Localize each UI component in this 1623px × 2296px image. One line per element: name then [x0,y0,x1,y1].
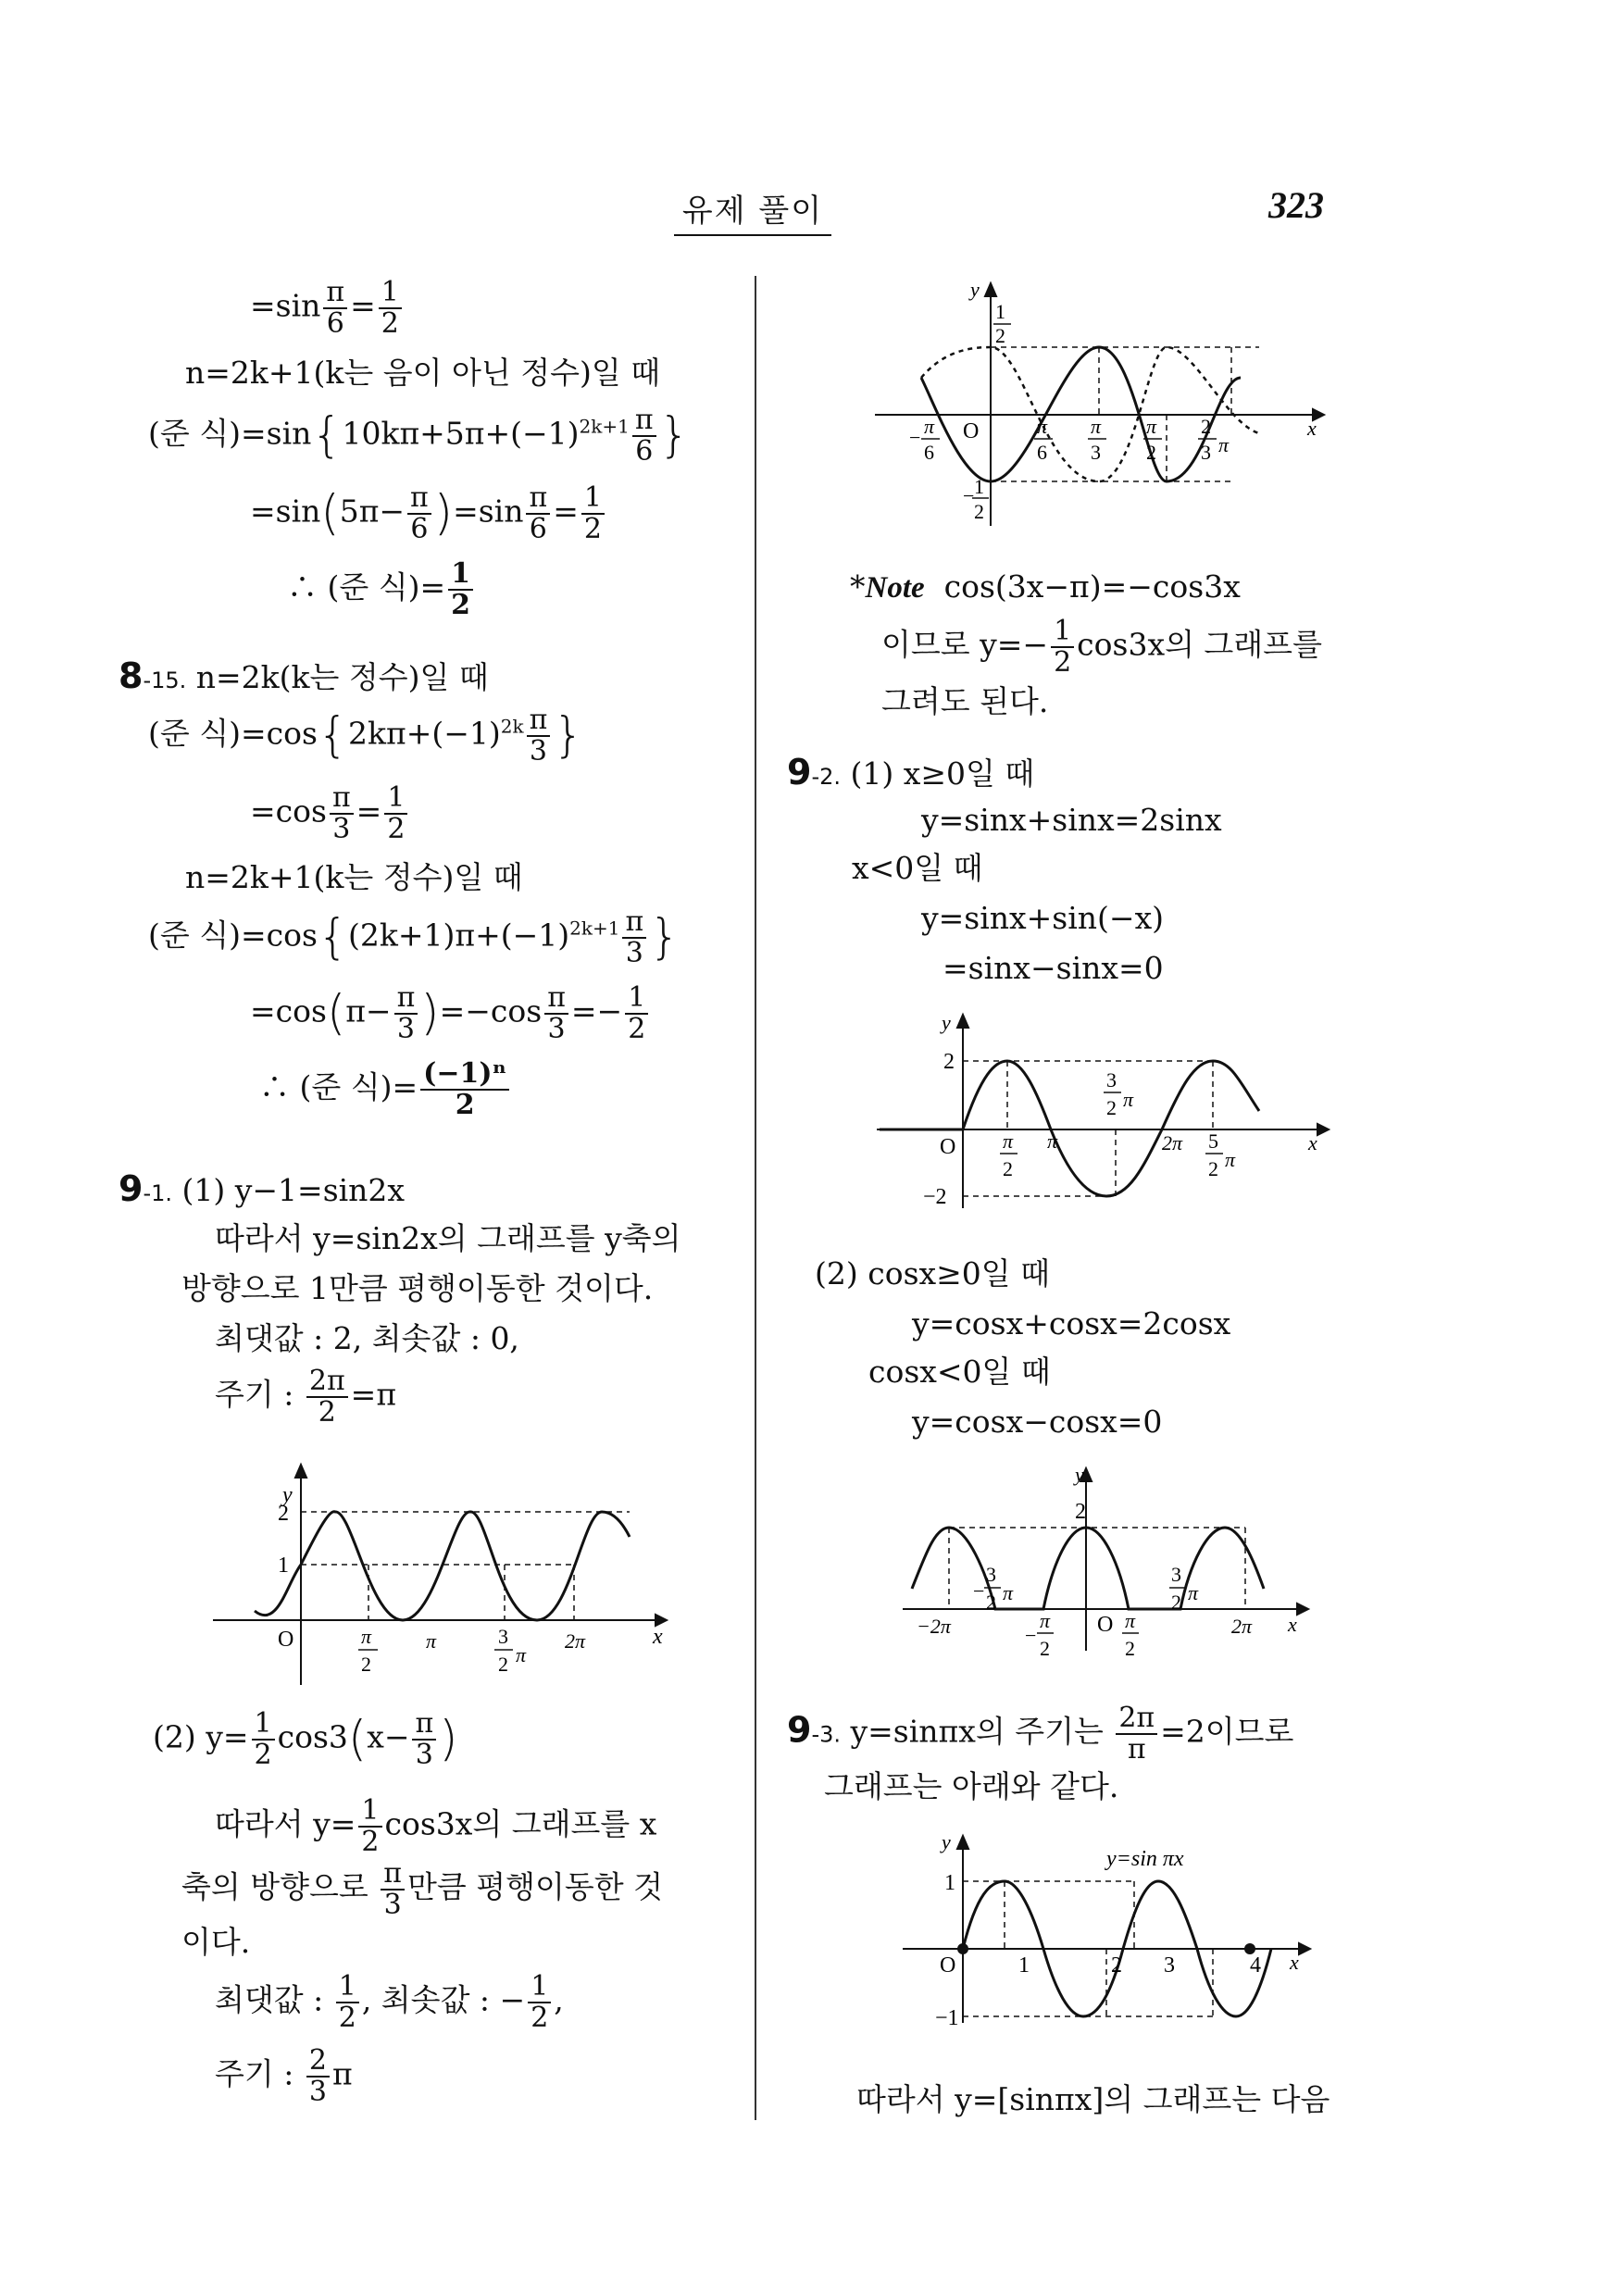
g4-tick-2: 2 [1075,1500,1086,1524]
g4-tick-m2pi: −2π [917,1615,951,1638]
g4-origin: O [1097,1613,1114,1637]
g1-y-label: y [282,1483,293,1507]
g2-tick-pi2-n: π [1146,415,1157,438]
graph-9-2-1 [866,1009,1347,1222]
r-line-14: 그래프는 아래와 같다. [824,1768,1119,1804]
g3-x-label: x [1308,1131,1317,1154]
g2-tick-mpi6-sign: − [909,426,921,449]
g5-tick-x1: 1 [1018,1953,1030,1978]
g4-tick-mpi2-sign: − [1025,1624,1037,1647]
r-line-7: y=sinx+sin(−x) [921,900,1165,936]
g1-origin: O [278,1628,294,1652]
g5-y-label: y [942,1830,951,1853]
g3-tick-5pi2-d: 2 [1208,1157,1218,1180]
g4-tick-3pi2-d: 2 [1171,1591,1181,1614]
g2-tick-pi6-d: 6 [1037,441,1047,464]
line-5: ∴ (준 식)= $\frac{1}{2}$ [287,559,476,619]
line-23: 주기 : $\frac{2}{3}$ π [215,2044,353,2108]
g5-tick-x4: 4 [1250,1953,1261,1978]
r-line-12: y=cosx−cosx=0 [912,1404,1163,1440]
g5-curve-label: y=sin πx [1106,1847,1184,1871]
g3-tick-m2: −2 [923,1185,947,1209]
line-19: 따라서 y= $\frac{1}{2}$ cos3x의 그래프를 x [215,1794,657,1858]
g2-tick-2pi3-n: 2 [1201,415,1211,438]
graph-8-note [861,276,1342,544]
g4-y-label: y [1075,1463,1084,1486]
g3-tick-3pi2-d: 2 [1106,1096,1117,1119]
g4-tick-m3pi2-n: 3 [986,1563,996,1586]
g2-y-label: y [970,278,980,301]
g1-tick-2: 2 [278,1502,289,1526]
graph-9-1-1 [204,1454,685,1694]
line-2: n=2k+1(k는 음이 아닌 정수)일 때 [185,355,661,391]
g1-tick-1: 1 [278,1554,289,1578]
g4-x-label: x [1288,1613,1297,1636]
column-divider [755,276,756,2120]
line-12: ∴ (준 식)= $\frac{\text{(−1)ⁿ}}{2}$ [259,1059,512,1119]
line-18: (2) y= $\frac{1}{2}$ cos3(x− $\frac{\pi}{3}$ ) [153,1707,458,1771]
g2-tick-pi6-n: π [1037,415,1048,438]
g2-tick-pi2-d: 2 [1146,441,1156,464]
line-10: (준 식)$=\cos\{(2k+1)\pi+(-1)^{2k+1}$ $\frac{\pi}{3}$ } [148,905,680,969]
line-17: 주기 : $\frac{2\pi}{2}$ =π [215,1365,397,1429]
g1-tick-pi2-d: 2 [361,1653,371,1676]
g5-tick-x2: 2 [1111,1953,1122,1978]
g5-tick-1: 1 [944,1871,955,1895]
g2-tick-mpi6-n: π [924,415,935,438]
line-16: 최댓값 : 2, 최솟값 : 0, [215,1320,519,1356]
g4-tick-m3pi2-pi: π [1003,1581,1014,1604]
page-number: 323 [1268,184,1324,226]
problem-8-15: 8-15. n=2k(k는 정수)일 때 [119,655,489,696]
g5-origin: O [940,1953,956,1978]
g4-tick-mpi2-n: π [1040,1609,1051,1632]
g1-tick-3pi2-n: 3 [498,1625,508,1648]
r-line-9: (2) cosx≥0일 때 [815,1255,1051,1292]
g3-tick-2pi: 2π [1162,1131,1183,1154]
line-15: 방향으로 1만큼 평행이동한 것이다. [181,1270,654,1306]
note-line-3: 그려도 된다. [881,683,1049,719]
g2-tick-mhalf-n: 1 [974,475,984,498]
g3-tick-5pi2-n: 5 [1208,1129,1218,1153]
graph-9-2-2 [893,1461,1319,1665]
line-11: =cos(π− $\frac{\pi}{3}$ )=−cos $\frac{\pi}{3}$ =− $\frac{1}{2}$ [250,983,651,1043]
note-line-1: *Note cos(3x−π)=−cos3x [850,568,1241,605]
r-line-15: 따라서 y=[sinπx]의 그래프는 다음 [856,2081,1330,2117]
line-7: (준 식)$=\cos\{2k\pi+(-1)^{2k}$ $\frac{\pi}{3}$ } [148,704,584,767]
g2-tick-mpi6-d: 6 [924,441,934,464]
r-line-8: =sinx−sinx=0 [943,950,1164,986]
line-8: =cos $\frac{\pi}{3}$ = $\frac{1}{2}$ [250,783,410,843]
g2-tick-2pi3-d: 3 [1201,441,1211,464]
g3-tick-pi2-n: π [1003,1129,1014,1153]
g4-tick-pi2-d: 2 [1125,1637,1135,1660]
g2-tick-2pi3-pi: π [1218,433,1230,456]
g1-tick-pi: π [426,1629,437,1653]
g4-tick-pi2-n: π [1125,1609,1136,1632]
g3-tick-3pi2-n: 3 [1106,1068,1117,1092]
g5-tick-m1: −1 [935,2006,959,2030]
line-20: 축의 방향으로 $\frac{\pi}{3}$ 만큼 평행이동한 것 [181,1857,663,1921]
line-21: 이다. [181,1924,251,1960]
g2-tick-half-n: 1 [995,300,1005,323]
note-line-2: 이므로 y=− $\frac{1}{2}$ cos3x의 그래프를 [881,615,1322,679]
g4-tick-3pi2-pi: π [1188,1581,1199,1604]
r-line-10: y=cosx+cosx=2cosx [912,1305,1231,1341]
line-3: (준 식)$=\sin\{10k\pi+5\pi+(-1)^{2k+1}$ $\frac{\pi}{6}$ } [148,404,690,468]
g2-tick-mhalf-sign: − [963,484,975,507]
line-1: =sin $\frac{\pi}{6}$ = $\frac{1}{2}$ [250,278,405,338]
g3-tick-pi2-d: 2 [1003,1157,1013,1180]
line-14: 따라서 y=sin2x의 그래프를 y축의 [215,1220,681,1256]
g3-tick-5pi2-pi: π [1225,1148,1236,1171]
g2-x-label: x [1307,417,1317,440]
g4-tick-2pi: 2π [1231,1615,1253,1638]
problem-9-3: 9-3. y=sinπx의 주기는 $\frac{2\pi}{\pi}$ =2이므로 [787,1702,1294,1766]
g4-tick-mpi2-d: 2 [1040,1637,1050,1660]
g3-tick-2: 2 [943,1050,955,1074]
g1-tick-2pi: 2π [565,1629,586,1653]
r-line-6: x<0일 때 [852,850,983,886]
g4-tick-3pi2-n: 3 [1171,1563,1181,1586]
g2-tick-half-d: 2 [995,324,1005,347]
line-22: 최댓값 : $\frac{1}{2}$ , 최솟값 : − $\frac{1}{2}$ , [215,1970,564,2034]
r-line-5: y=sinx+sinx=2sinx [921,802,1222,838]
g5-tick-x3: 3 [1164,1953,1175,1978]
r-line-11: cosx<0일 때 [868,1354,1051,1390]
problem-9-1: 9-1. (1) y−1=sin2x [119,1168,406,1209]
header-title: 유제 풀이 [674,185,831,236]
line-9: n=2k+1(k는 정수)일 때 [185,859,523,895]
g2-origin: O [963,419,980,443]
g2-tick-mhalf-d: 2 [974,500,984,523]
problem-9-2: 9-2. (1) x≥0일 때 [787,752,1035,792]
g2-tick-pi3-n: π [1091,415,1102,438]
g2-tick-pi3-d: 3 [1091,441,1101,464]
g1-tick-pi2-n: π [361,1625,372,1648]
line-4: =sin(5π− $\frac{\pi}{6}$ )=sin $\frac{\pi}{6}$ = $\frac{1}{2}$ [250,483,607,543]
g4-tick-m3pi2-sign: − [973,1579,985,1603]
graph-9-3 [903,1828,1329,2041]
g3-tick-3pi2-pi: π [1123,1088,1134,1111]
g1-tick-3pi2-d: 2 [498,1653,508,1676]
g1-tick-3pi2-pi: π [516,1643,527,1666]
g1-x-label: x [653,1625,663,1649]
g3-origin: O [940,1135,956,1159]
g3-y-label: y [942,1011,951,1034]
g5-x-label: x [1290,1951,1299,1974]
g3-tick-pi: π [1047,1129,1058,1153]
g4-tick-m3pi2-d: 2 [986,1591,996,1614]
